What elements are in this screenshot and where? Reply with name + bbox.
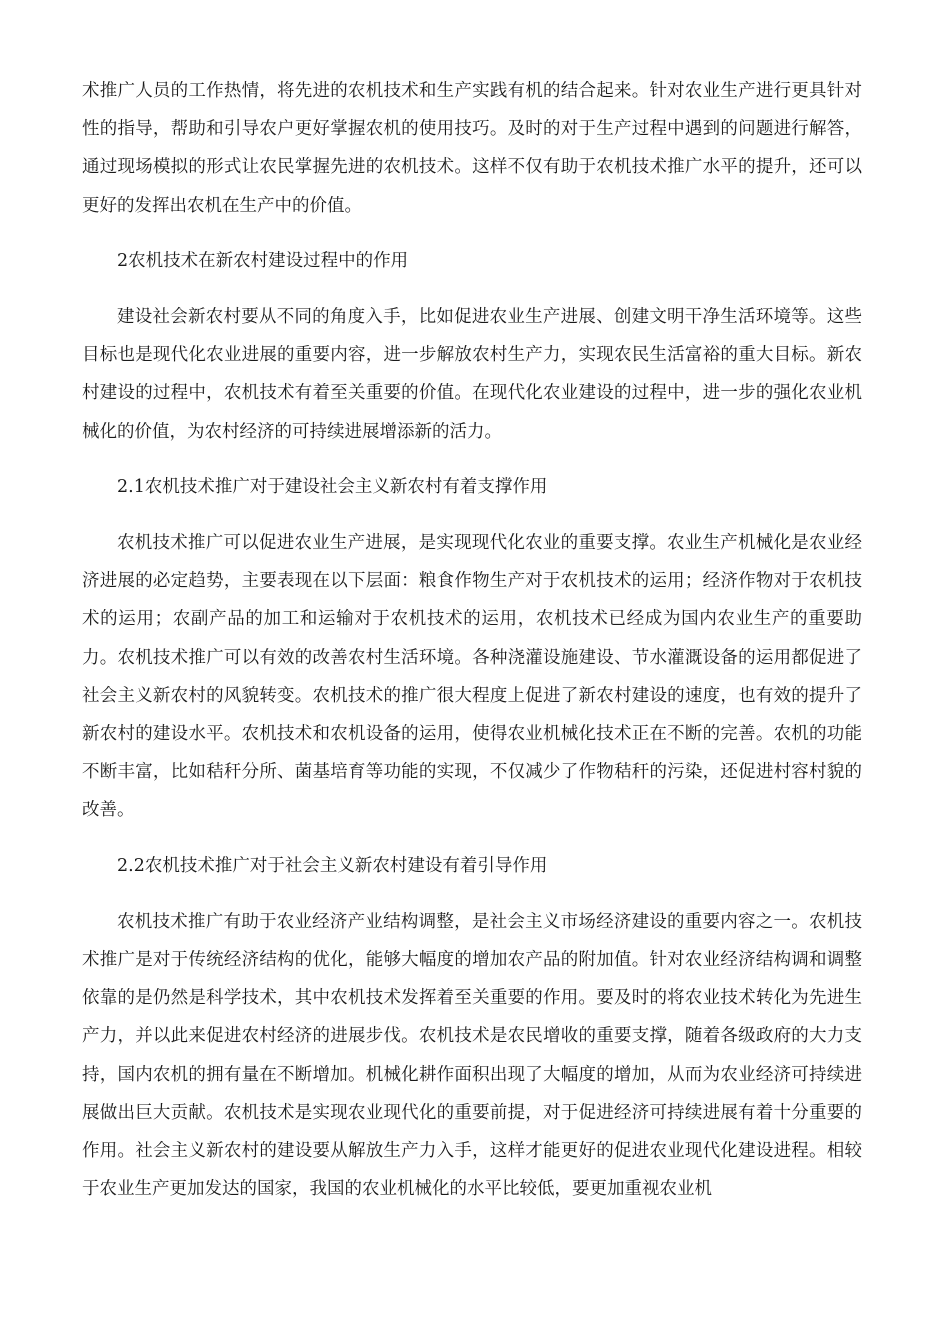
- paragraph-gap: [82, 225, 862, 243]
- paragraph-gap: [82, 885, 862, 903]
- section-heading-2: 2农机技术在新农村建设过程中的作用: [117, 251, 409, 272]
- section-heading-2-1: 2.1农机技术推广对于建设社会主义新农村有着支撑作用: [117, 477, 548, 498]
- paragraph-gap: [82, 507, 862, 525]
- body-paragraph: 建设社会新农村要从不同的角度入手，比如促进农业生产进展、创建文明干净生活环境等。这些目标也是现代化农业进展的重要内容，进一步解放农村生产力，实现农民生活富裕的重大目标。新农村建设的过程中，农机技术有着至关重要的价值。在现代化农业建设的过程中，进一步的强化农业机械化的价值，为农村经济的可持续进展增添新的活力。: [82, 307, 862, 442]
- document-page: [82, 72, 862, 1208]
- paragraph-gap: [82, 281, 862, 299]
- paragraph-gap: [82, 830, 862, 848]
- body-paragraph: 农机技术推广有助于农业经济产业结构调整，是社会主义市场经济建设的重要内容之一。农机技术推广是对于传统经济结构的优化，能够大幅度的增加农产品的附加值。针对农业经济结构调和调整依靠的是仍然是科学技术，其中农机技术发挥着至关重要的作用。要及时的将农业技术转化为先进生产力，并以此来促进农村经济的进展步伐。农机技术是农民增收的重要支撑，随着各级政府的大力支持，国内农机的拥有量在不断增加。机械化耕作面积出现了大幅度的增加，从而为农业经济可持续进展做出巨大贡献。农机技术是实现农业现代化的重要前提，对于促进经济可持续进展有着十分重要的作用。社会主义新农村的建设要从解放生产力入手，这样才能更好的促进农业现代化建设进程。相较于农业生产更加发达的国家，我国的农业机械化的水平比较低，要更加重视农业机: [82, 911, 862, 1200]
- body-paragraph: 农机技术推广可以促进农业生产进展，是实现现代化农业的重要支撑。农业生产机械化是农业经济进展的必定趋势，主要表现在以下层面：粮食作物生产对于农机技术的运用；经济作物对于农机技术的运用；农副产品的加工和运输对于农机技术的运用，农机技术已经成为国内农业生产的重要助力。农机技术推广可以有效的改善农村生活环境。各种浇灌设施建设、节水灌溉设备的运用都促进了社会主义新农村的风貌转变。农机技术的推广很大程度上促进了新农村建设的速度，也有效的提升了新农村的建设水平。农机技术和农机设备的运用，使得农业机械化技术正在不断的完善。农机的功能不断丰富，比如秸秆分所、菌基培育等功能的实现，不仅减少了作物秸秆的污染，还促进村容村貌的改善。: [82, 533, 862, 821]
- paragraph-gap: [82, 451, 862, 469]
- continuation-paragraph: 术推广人员的工作热情，将先进的农机技术和生产实践有机的结合起来。针对农业生产进行更具针对性的指导，帮助和引导农户更好掌握农机的使用技巧。及时的对于生产过程中遇到的问题进行解答，通过现场模拟的形式让农民掌握先进的农机技术。这样不仅有助于农机技术推广水平的提升，还可以更好的发挥出农机在生产中的价值。: [82, 81, 862, 216]
- section-heading-2-2: 2.2农机技术推广对于社会主义新农村建设有着引导作用: [117, 856, 548, 877]
